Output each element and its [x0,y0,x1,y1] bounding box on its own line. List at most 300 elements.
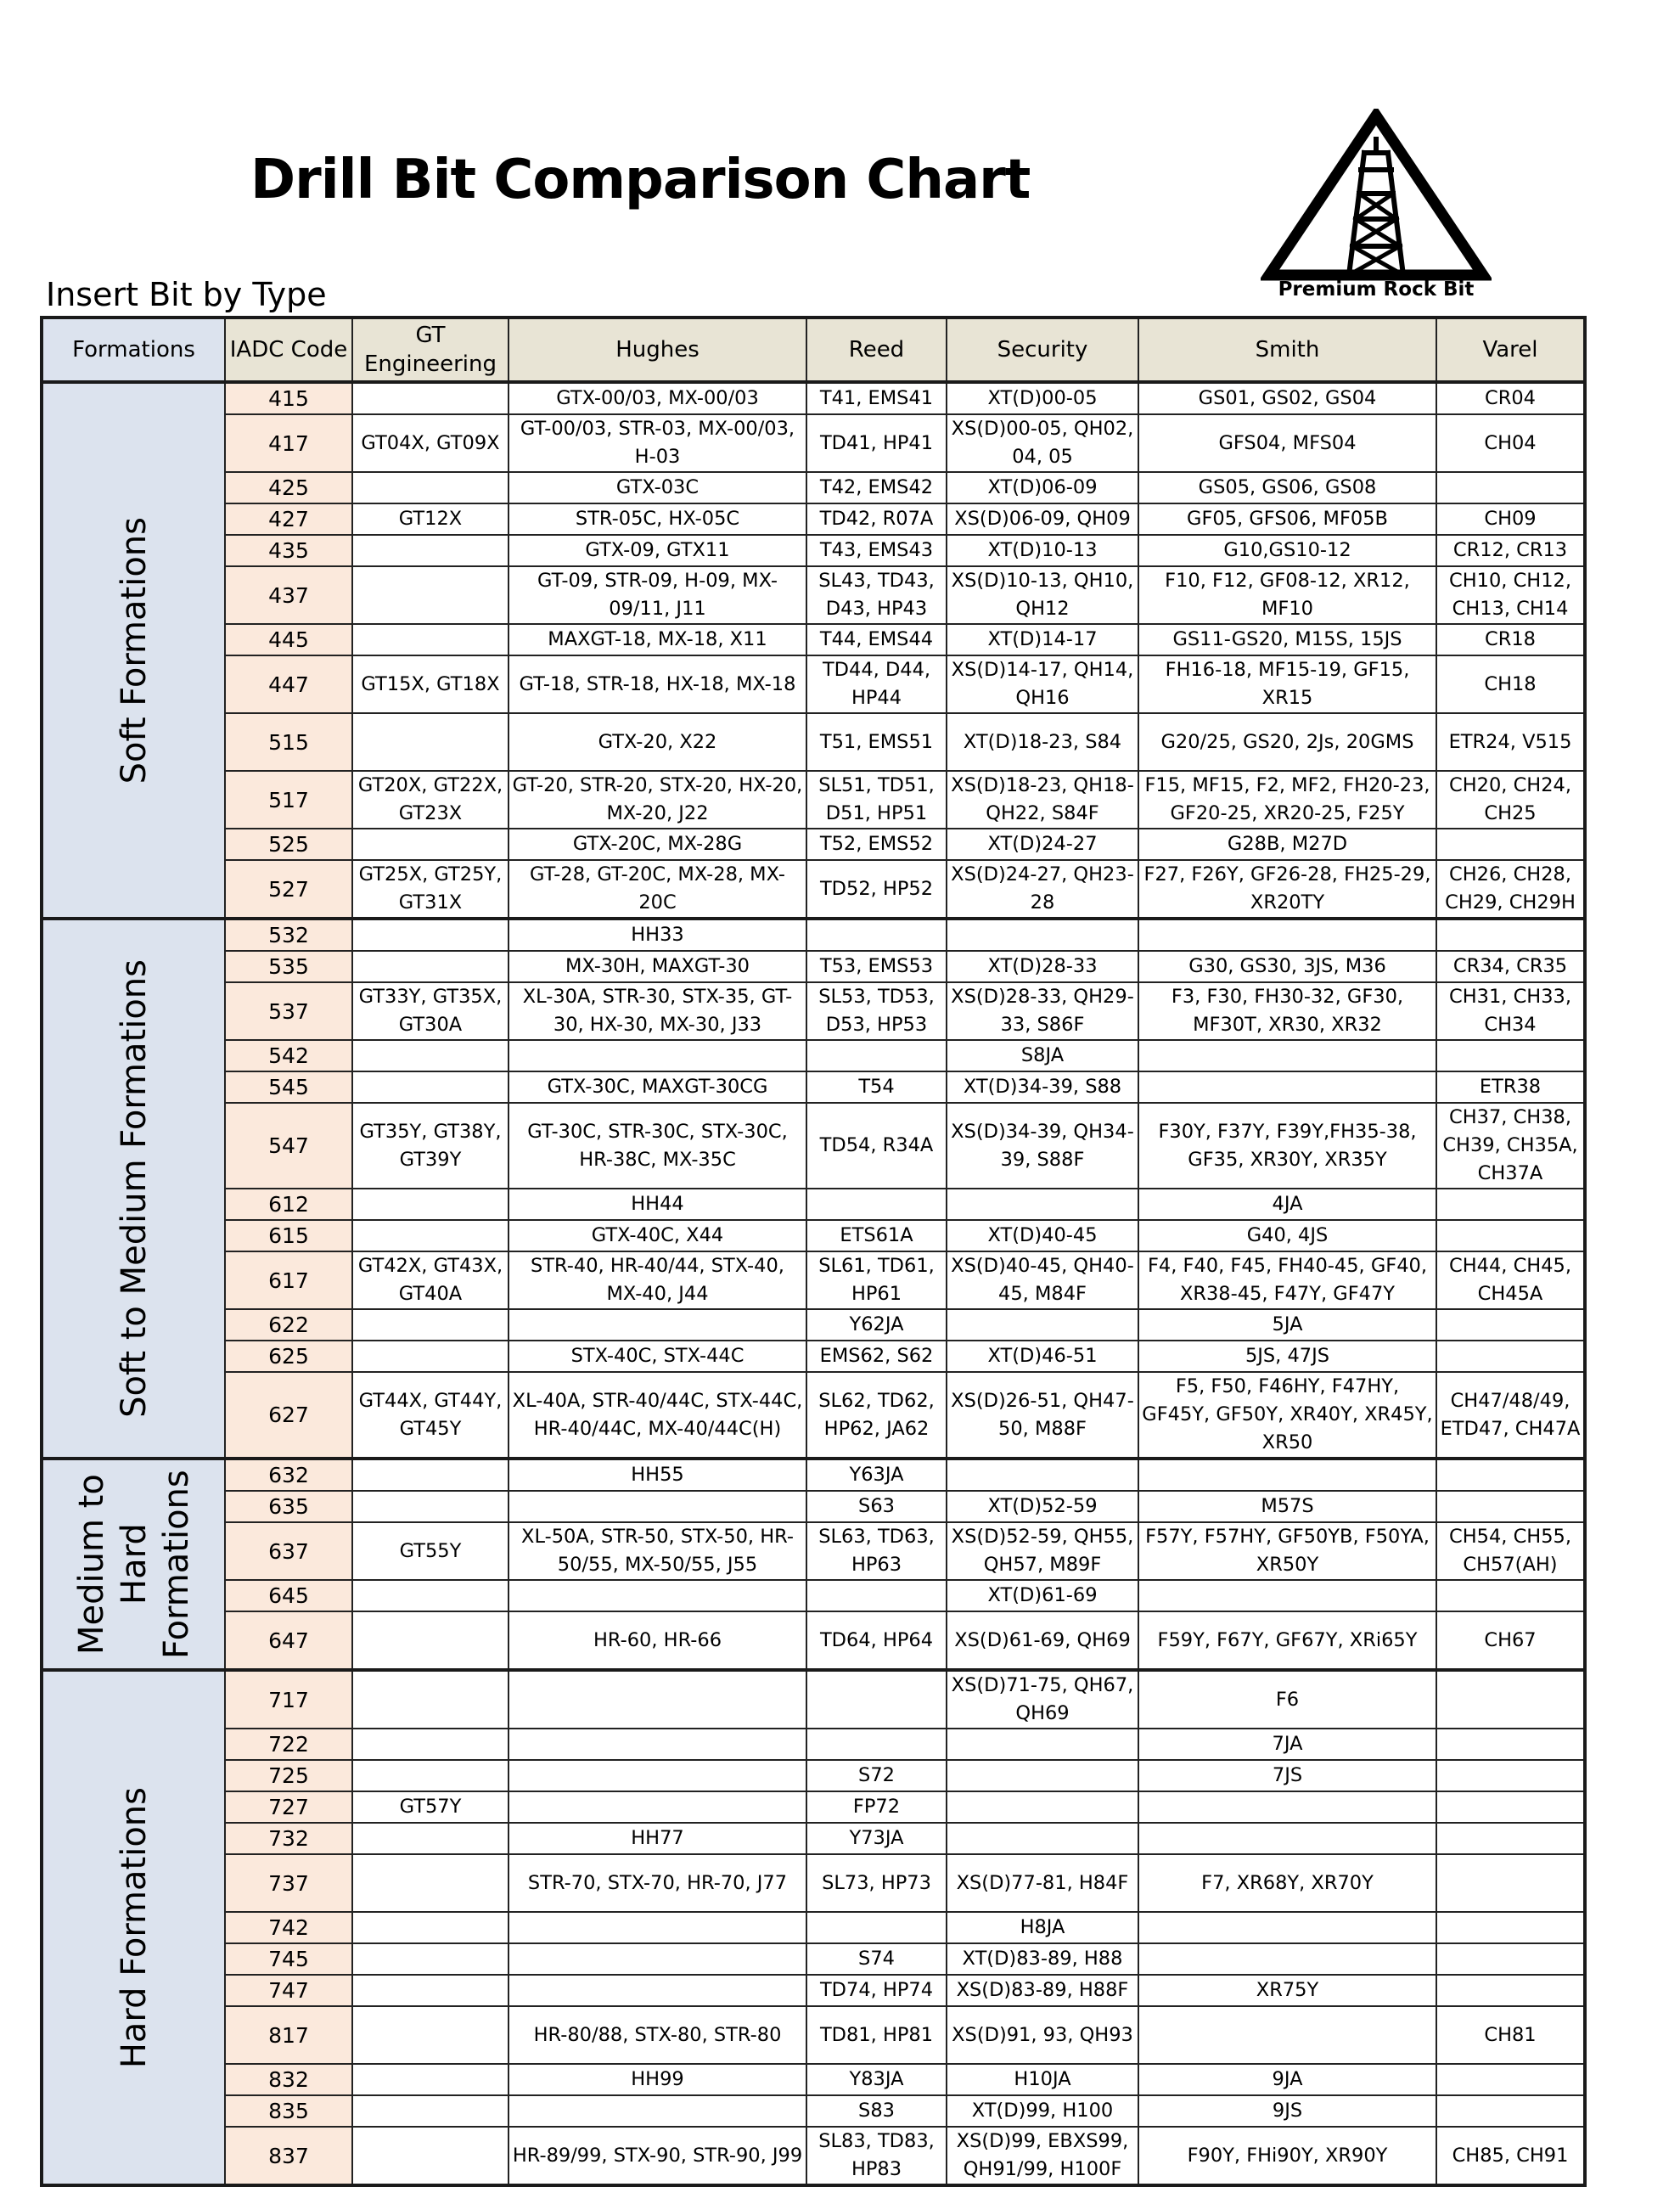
hughes-cell: STR-05C, HX-05C [508,503,806,535]
iadc-code-cell: 535 [225,951,352,982]
iadc-code-cell: 445 [225,624,352,655]
reed-cell: TD44, D44, HP44 [806,655,947,713]
reed-cell [806,1040,947,1071]
reed-cell: S83 [806,2095,947,2127]
gt-cell [352,1309,508,1341]
hughes-cell [508,1912,806,1943]
table-row [42,1459,1585,1491]
security-cell: XS(D)28-33, QH29-33, S86F [947,982,1138,1040]
hughes-cell [508,1975,806,2006]
hughes-cell: GTX-30C, MAXGT-30CG [508,1071,806,1103]
reed-cell [806,1670,947,1729]
iadc-code-cell: 547 [225,1103,352,1189]
iadc-code-cell: 635 [225,1491,352,1522]
hughes-cell: STR-70, STX-70, HR-70, J77 [508,1854,806,1912]
hughes-cell: HR-89/99, STX-90, STR-90, J99 [508,2127,806,2185]
security-cell: XS(D)40-45, QH40-45, M84F [947,1251,1138,1309]
table-row [42,1341,1585,1372]
varel-cell: CH20, CH24, CH25 [1436,771,1585,829]
table-row [42,1729,1585,1760]
hughes-cell: GTX-40C, X44 [508,1220,806,1251]
hughes-cell: XL-40A, STR-40/44C, STX-44C, HR-40/44C, MX-40/44C(H) [508,1372,806,1459]
gt-cell: GT35Y, GT38Y, GT39Y [352,1103,508,1189]
gt-cell: GT15X, GT18X [352,655,508,713]
table-row [42,2095,1585,2127]
hughes-cell [508,1580,806,1611]
gt-cell [352,1341,508,1372]
smith-cell: FH16-18, MF15-19, GF15, XR15 [1138,655,1436,713]
reed-cell: Y63JA [806,1459,947,1491]
gt-cell [352,472,508,503]
reed-cell: Y83JA [806,2064,947,2095]
security-cell: XS(D)10-13, QH10, QH12 [947,566,1138,624]
gt-cell [352,1912,508,1943]
table-row [42,535,1585,566]
security-cell: XS(D)71-75, QH67, QH69 [947,1670,1138,1729]
reed-cell: SL62, TD62, HP62, JA62 [806,1372,947,1459]
security-cell: XT(D)99, H100 [947,2095,1138,2127]
iadc-code-cell: 525 [225,829,352,860]
header-formations: Formations [42,318,225,382]
varel-cell [1436,1823,1585,1854]
hughes-cell: GT-30C, STR-30C, STX-30C, HR-38C, MX-35C [508,1103,806,1189]
smith-cell [1138,1459,1436,1491]
hughes-cell: GT-18, STR-18, HX-18, MX-18 [508,655,806,713]
header-security: Security [947,318,1138,382]
formation-group-text: Soft Formations [114,516,154,784]
iadc-code-cell: 625 [225,1341,352,1372]
security-cell: H10JA [947,2064,1138,2095]
smith-cell: F7, XR68Y, XR70Y [1138,1854,1436,1912]
reed-cell: T52, EMS52 [806,829,947,860]
security-cell: XT(D)40-45 [947,1220,1138,1251]
gt-cell [352,829,508,860]
formation-group-text: Medium to Hard Formations [71,1470,196,1659]
varel-cell [1436,1309,1585,1341]
varel-cell [1436,2064,1585,2095]
gt-cell: GT25X, GT25Y, GT31X [352,860,508,919]
reed-cell: TD64, HP64 [806,1611,947,1670]
smith-cell: 7JA [1138,1729,1436,1760]
varel-cell: CH10, CH12, CH13, CH14 [1436,566,1585,624]
iadc-code-cell: 747 [225,1975,352,2006]
smith-cell: G10,GS10-12 [1138,535,1436,566]
table-row [42,1670,1585,1729]
table-row [42,771,1585,829]
smith-cell: GFS04, MFS04 [1138,414,1436,472]
iadc-code-cell: 532 [225,919,352,951]
gt-cell [352,566,508,624]
varel-cell [1436,1760,1585,1791]
hughes-cell: GT-09, STR-09, H-09, MX-09/11, J11 [508,566,806,624]
varel-cell [1436,1189,1585,1220]
gt-cell [352,535,508,566]
table-row [42,2006,1585,2064]
hughes-cell: GTX-03C [508,472,806,503]
varel-cell: CH37, CH38, CH39, CH35A, CH37A [1436,1103,1585,1189]
table-row [42,1522,1585,1580]
logo-text: Premium Rock Bit [1278,278,1475,301]
security-cell: XT(D)06-09 [947,472,1138,503]
reed-cell: SL83, TD83, HP83 [806,2127,947,2185]
gt-cell: GT20X, GT22X, GT23X [352,771,508,829]
gt-cell [352,1975,508,2006]
table-row [42,1580,1585,1611]
smith-cell: F30Y, F37Y, F39Y,FH35-38, GF35, XR30Y, XR35Y [1138,1103,1436,1189]
smith-cell [1138,2006,1436,2064]
security-cell: XS(D)00-05, QH02, 04, 05 [947,414,1138,472]
reed-cell: T43, EMS43 [806,535,947,566]
gt-cell [352,1670,508,1729]
iadc-code-cell: 615 [225,1220,352,1251]
page-subtitle: Insert Bit by Type [46,276,327,313]
varel-cell: CR04 [1436,382,1585,414]
reed-cell: T51, EMS51 [806,713,947,771]
smith-cell: 5JS, 47JS [1138,1341,1436,1372]
reed-cell [806,1580,947,1611]
iadc-code-cell: 427 [225,503,352,535]
security-cell [947,1459,1138,1491]
hughes-cell: GT-20, STR-20, STX-20, HX-20, MX-20, J22 [508,771,806,829]
security-cell [947,1729,1138,1760]
table-row [42,1491,1585,1522]
smith-cell [1138,1823,1436,1854]
derrick-logo-icon [1261,109,1492,306]
iadc-code-cell: 837 [225,2127,352,2185]
smith-cell [1138,1040,1436,1071]
table-row [42,382,1585,414]
table-row [42,566,1585,624]
hughes-cell: GTX-00/03, MX-00/03 [508,382,806,414]
smith-cell: G20/25, GS20, 2Js, 20GMS [1138,713,1436,771]
reed-cell: Y73JA [806,1823,947,1854]
security-cell: XS(D)34-39, QH34-39, S88F [947,1103,1138,1189]
reed-cell: T42, EMS42 [806,472,947,503]
formation-group-text: Soft to Medium Formations [114,959,154,1418]
table-row [42,951,1585,982]
varel-cell: CH31, CH33, CH34 [1436,982,1585,1040]
reed-cell: T53, EMS53 [806,951,947,982]
varel-cell [1436,1220,1585,1251]
security-cell: XS(D)91, 93, QH93 [947,2006,1138,2064]
table-row [42,1611,1585,1670]
gt-cell [352,1071,508,1103]
security-cell [947,1189,1138,1220]
smith-cell [1138,1943,1436,1975]
security-cell: XS(D)61-69, QH69 [947,1611,1138,1670]
reed-cell: ETS61A [806,1220,947,1251]
table-row [42,1103,1585,1189]
gt-cell: GT42X, GT43X, GT40A [352,1251,508,1309]
smith-cell: XR75Y [1138,1975,1436,2006]
security-cell: XT(D)52-59 [947,1491,1138,1522]
security-cell: XS(D)14-17, QH14, QH16 [947,655,1138,713]
security-cell: S8JA [947,1040,1138,1071]
reed-cell [806,1912,947,1943]
reed-cell: FP72 [806,1791,947,1823]
table-row [42,1071,1585,1103]
gt-cell: GT33Y, GT35X, GT30A [352,982,508,1040]
hughes-cell [508,2095,806,2127]
table-row [42,1912,1585,1943]
hughes-cell: GTX-20, X22 [508,713,806,771]
varel-cell: CH26, CH28, CH29, CH29H [1436,860,1585,919]
iadc-code-cell: 647 [225,1611,352,1670]
varel-cell [1436,1670,1585,1729]
iadc-code-cell: 645 [225,1580,352,1611]
varel-cell [1436,1341,1585,1372]
gt-cell [352,1040,508,1071]
varel-cell [1436,1459,1585,1491]
smith-cell: F5, F50, F46HY, F47HY, GF45Y, GF50Y, XR40Y, XR45Y, XR50 [1138,1372,1436,1459]
iadc-code-cell: 627 [225,1372,352,1459]
hughes-cell: GTX-09, GTX11 [508,535,806,566]
varel-cell [1436,472,1585,503]
gt-cell [352,1611,508,1670]
security-cell: XS(D)18-23, QH18-QH22, S84F [947,771,1138,829]
security-cell [947,1823,1138,1854]
iadc-code-cell: 622 [225,1309,352,1341]
varel-cell [1436,1491,1585,1522]
security-cell: XS(D)83-89, H88F [947,1975,1138,2006]
security-cell [947,1760,1138,1791]
varel-cell: CR18 [1436,624,1585,655]
security-cell: XT(D)83-89, H88 [947,1943,1138,1975]
security-cell: XT(D)46-51 [947,1341,1138,1372]
table-row [42,414,1585,472]
smith-cell: 7JS [1138,1760,1436,1791]
iadc-code-cell: 425 [225,472,352,503]
iadc-code-cell: 545 [225,1071,352,1103]
header-smith: Smith [1138,318,1436,382]
hughes-cell: HR-60, HR-66 [508,1611,806,1670]
hughes-cell: MAXGT-18, MX-18, X11 [508,624,806,655]
varel-cell [1436,829,1585,860]
gt-cell [352,2006,508,2064]
iadc-code-cell: 617 [225,1251,352,1309]
security-cell: XS(D)26-51, QH47-50, M88F [947,1372,1138,1459]
iadc-code-cell: 447 [225,655,352,713]
table-row [42,1189,1585,1220]
smith-cell: GF05, GFS06, MF05B [1138,503,1436,535]
security-cell: XS(D)24-27, QH23-28 [947,860,1138,919]
varel-cell: CR34, CR35 [1436,951,1585,982]
iadc-code-cell: 515 [225,713,352,771]
hughes-cell: MX-30H, MAXGT-30 [508,951,806,982]
table-row [42,503,1585,535]
header-gt: GT Engineering [352,318,508,382]
reed-cell: EMS62, S62 [806,1341,947,1372]
iadc-code-cell: 417 [225,414,352,472]
gt-cell [352,2064,508,2095]
header-hughes: Hughes [508,318,806,382]
smith-cell [1138,1071,1436,1103]
hughes-cell: HH99 [508,2064,806,2095]
varel-cell: CH54, CH55, CH57(AH) [1436,1522,1585,1580]
formation-group-label [42,919,225,1459]
header-reed: Reed [806,318,947,382]
iadc-code-cell: 517 [225,771,352,829]
reed-cell: SL51, TD51, D51, HP51 [806,771,947,829]
hughes-cell: XL-50A, STR-50, STX-50, HR-50/55, MX-50/55, J55 [508,1522,806,1580]
smith-cell: F90Y, FHi90Y, XR90Y [1138,2127,1436,2185]
iadc-code-cell: 435 [225,535,352,566]
table-row [42,1220,1585,1251]
smith-cell: M57S [1138,1491,1436,1522]
table-row [42,2064,1585,2095]
iadc-code-cell: 437 [225,566,352,624]
varel-cell [1436,1580,1585,1611]
iadc-code-cell: 835 [225,2095,352,2127]
gt-cell [352,1189,508,1220]
varel-cell: CH67 [1436,1611,1585,1670]
iadc-code-cell: 542 [225,1040,352,1071]
iadc-code-cell: 717 [225,1670,352,1729]
table-row [42,713,1585,771]
security-cell: XT(D)34-39, S88 [947,1071,1138,1103]
table-row [42,1372,1585,1459]
hughes-cell: GT-00/03, STR-03, MX-00/03, H-03 [508,414,806,472]
reed-cell: TD74, HP74 [806,1975,947,2006]
reed-cell: S74 [806,1943,947,1975]
table-row [42,1309,1585,1341]
gt-cell [352,1760,508,1791]
varel-cell [1436,1943,1585,1975]
security-cell [947,1791,1138,1823]
table-row [42,1823,1585,1854]
smith-cell: 4JA [1138,1189,1436,1220]
formation-group-label [42,1459,225,1670]
iadc-code-cell: 527 [225,860,352,919]
reed-cell: T44, EMS44 [806,624,947,655]
hughes-cell: HH44 [508,1189,806,1220]
iadc-code-cell: 817 [225,2006,352,2064]
varel-cell: CH09 [1436,503,1585,535]
smith-cell: F10, F12, GF08-12, XR12, MF10 [1138,566,1436,624]
gt-cell: GT04X, GT09X [352,414,508,472]
security-cell: XT(D)10-13 [947,535,1138,566]
reed-cell: SL61, TD61, HP61 [806,1251,947,1309]
formation-group-label [42,382,225,919]
hughes-cell [508,1791,806,1823]
hughes-cell: XL-30A, STR-30, STX-35, GT-30, HX-30, MX-30, J33 [508,982,806,1040]
gt-cell [352,919,508,951]
smith-cell: GS01, GS02, GS04 [1138,382,1436,414]
reed-cell: SL43, TD43, D43, HP43 [806,566,947,624]
hughes-cell: GT-28, GT-20C, MX-28, MX-20C [508,860,806,919]
reed-cell: TD54, R34A [806,1103,947,1189]
hughes-cell: STX-40C, STX-44C [508,1341,806,1372]
table-row [42,624,1585,655]
iadc-code-cell: 742 [225,1912,352,1943]
table-row [42,1854,1585,1912]
gt-cell [352,1580,508,1611]
reed-cell: TD41, HP41 [806,414,947,472]
iadc-code-cell: 637 [225,1522,352,1580]
security-cell [947,919,1138,951]
hughes-cell [508,1491,806,1522]
hughes-cell [508,1729,806,1760]
varel-cell [1436,1912,1585,1943]
hughes-cell: STR-40, HR-40/44, STX-40, MX-40, J44 [508,1251,806,1309]
reed-cell: Y62JA [806,1309,947,1341]
varel-cell [1436,1791,1585,1823]
gt-cell [352,1491,508,1522]
gt-cell [352,1823,508,1854]
table-row [42,1251,1585,1309]
reed-cell: SL73, HP73 [806,1854,947,1912]
gt-cell: GT12X [352,503,508,535]
table-row [42,1791,1585,1823]
gt-cell: GT55Y [352,1522,508,1580]
iadc-code-cell: 722 [225,1729,352,1760]
gt-cell [352,713,508,771]
gt-cell [352,624,508,655]
varel-cell: CH44, CH45, CH45A [1436,1251,1585,1309]
hughes-cell [508,1309,806,1341]
table-row [42,829,1585,860]
smith-cell [1138,1580,1436,1611]
security-cell: XS(D)99, EBXS99, QH91/99, H100F [947,2127,1138,2185]
smith-cell: F15, MF15, F2, MF2, FH20-23, GF20-25, XR20-25, F25Y [1138,771,1436,829]
reed-cell: S63 [806,1491,947,1522]
iadc-code-cell: 732 [225,1823,352,1854]
smith-cell: GS05, GS06, GS08 [1138,472,1436,503]
security-cell [947,1309,1138,1341]
reed-cell [806,1729,947,1760]
varel-cell [1436,1975,1585,2006]
reed-cell [806,1189,947,1220]
gt-cell [352,1729,508,1760]
varel-cell: CH81 [1436,2006,1585,2064]
gt-cell: GT44X, GT44Y, GT45Y [352,1372,508,1459]
varel-cell: CH47/48/49, ETD47, CH47A [1436,1372,1585,1459]
table-row [42,655,1585,713]
iadc-code-cell: 737 [225,1854,352,1912]
varel-cell: CH04 [1436,414,1585,472]
smith-cell [1138,1912,1436,1943]
gt-cell [352,1220,508,1251]
hughes-cell: GTX-20C, MX-28G [508,829,806,860]
gt-cell [352,951,508,982]
smith-cell: 9JS [1138,2095,1436,2127]
reed-cell [806,919,947,951]
security-cell: XT(D)00-05 [947,382,1138,414]
header-varel: Varel [1436,318,1585,382]
reed-cell: T54 [806,1071,947,1103]
reed-cell: SL53, TD53, D53, HP53 [806,982,947,1040]
table-row [42,1760,1585,1791]
security-cell: XS(D)52-59, QH55, QH57, M89F [947,1522,1138,1580]
security-cell: H8JA [947,1912,1138,1943]
reed-cell: S72 [806,1760,947,1791]
gt-cell [352,1943,508,1975]
iadc-code-cell: 612 [225,1189,352,1220]
page-title: Drill Bit Comparison Chart [250,149,1031,211]
gt-cell [352,2095,508,2127]
hughes-cell: HH77 [508,1823,806,1854]
iadc-code-cell: 832 [225,2064,352,2095]
hughes-cell [508,1760,806,1791]
varel-cell [1436,1854,1585,1912]
security-cell: XS(D)77-81, H84F [947,1854,1138,1912]
table-row [42,1975,1585,2006]
table-row [42,982,1585,1040]
comparison-table [40,316,1587,2187]
smith-cell [1138,1791,1436,1823]
header-iadc: IADC Code [225,318,352,382]
iadc-code-cell: 537 [225,982,352,1040]
